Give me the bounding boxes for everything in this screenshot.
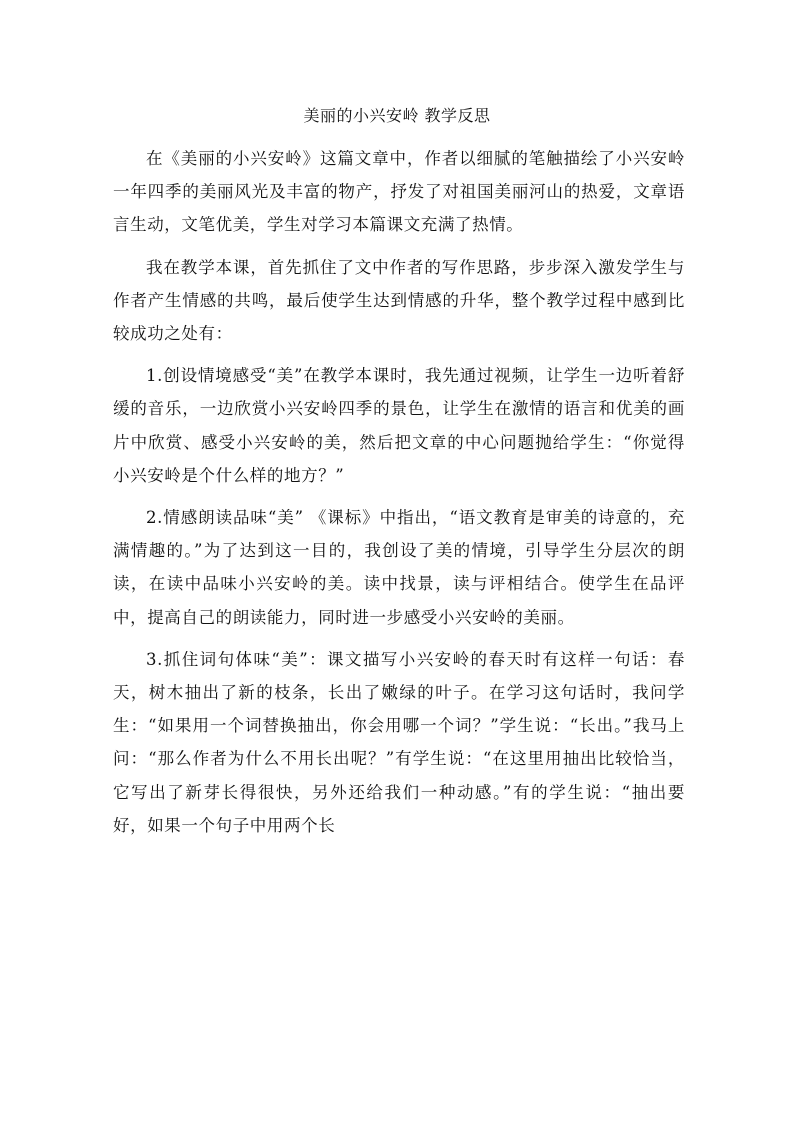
paragraph-intro: 在《美丽的小兴安岭》这篇文章中，作者以细腻的笔触描绘了小兴安岭一年四季的美丽风光及丰富的物产，抒发了对祖国美丽河山的热爱，文章语言生动，文笔优美，学生对学习本篇课文充满了热情。 (113, 149, 685, 235)
document-body (113, 142, 685, 851)
paragraph-point-1: 1.创设情境感受“美”在教学本课时，我先通过视频，让学生一边听着舒缓的音乐，一边欣赏小兴安岭四季的景色，让学生在激情的语言和优美的画片中欣赏、感受小兴安岭的美，然后把文章的中心问题抛给学生：“你觉得小兴安岭是个什么样的地方？” (113, 366, 685, 485)
document-title: 美丽的小兴安岭 教学反思 (303, 106, 491, 125)
paragraph-approach: 我在教学本课，首先抓住了文中作者的写作思路，步步深入激发学生与作者产生情感的共鸣，最后使学生达到情感的升华，整个教学过程中感到比较成功之处有： (113, 257, 685, 344)
paragraph-point-3: 3.抓住词句体味“美”：课文描写小兴安岭的春天时有这样一句话：春天，树木抽出了新的枝条，长出了嫩绿的叶子。在学习这句话时，我问学生：“如果用一个词替换抽出，你会用哪一个词？”学生说：“长出。”我马上问：“那么作者为什么不用长出呢？”有学生说：“在这里用抽出比较恰当，它写出了新芽长得很快，另外还给我们一种动感。”有的学生说：“抽出要好，如果一个句子中用两个长 (113, 649, 685, 835)
paragraph-point-2: 2.情感朗读品味“美” 《课标》中指出，“语文教育是审美的诗意的，充满情趣的。”为了达到这一目的，我创设了美的情境，引导学生分层次的朗读，在读中品味小兴安岭的美。读中找景，读与评相结合。使学生在品评中，提高自己的朗读能力，同时进一步感受小兴安岭的美丽。 (113, 508, 685, 627)
